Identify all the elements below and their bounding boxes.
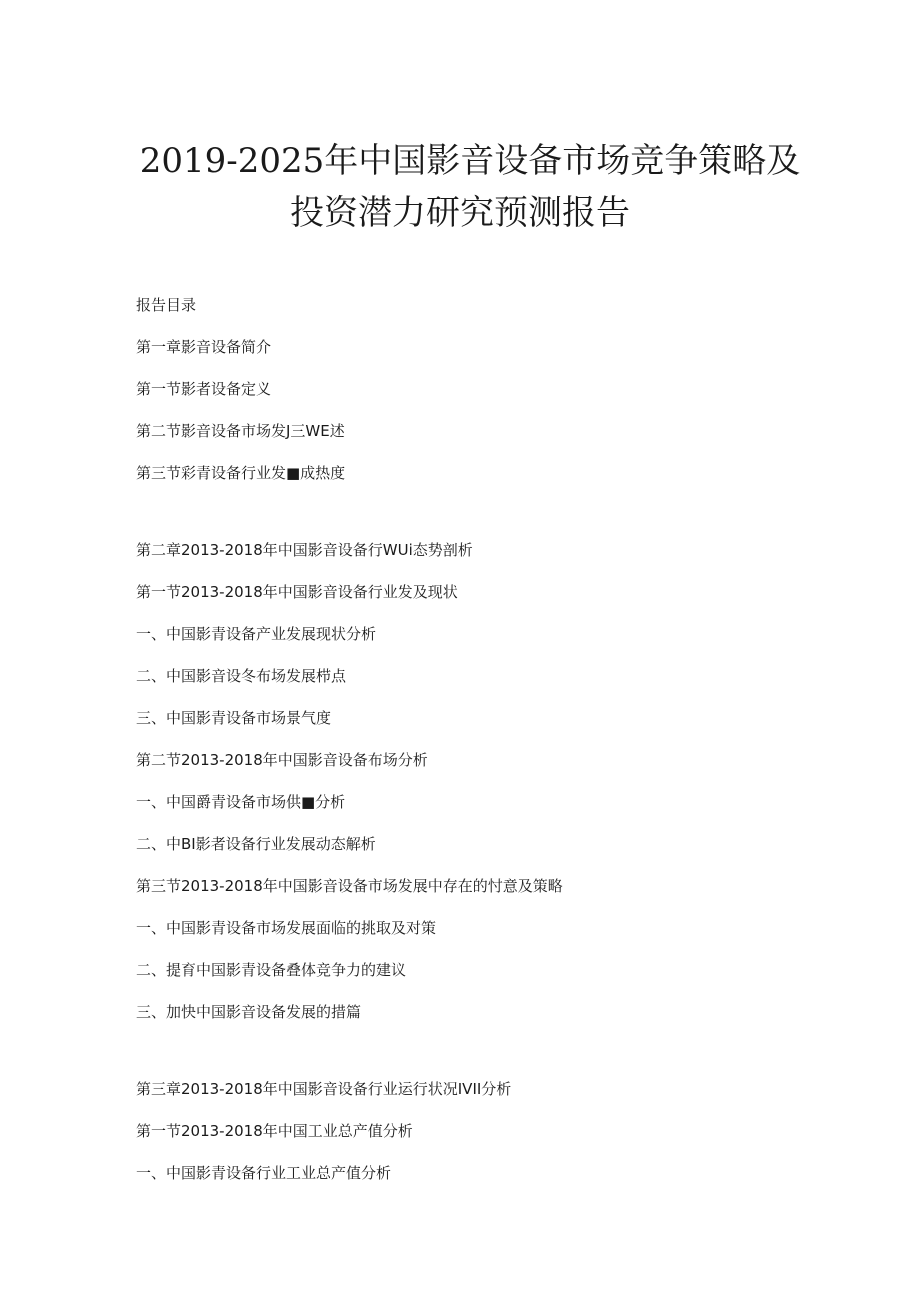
toc-section: 第二节影音设备市场发J三WE述: [136, 422, 345, 440]
report-title-line-2: 投资潜力研究预测报告: [290, 192, 630, 233]
report-title-line-1: 2019-2025年中国影音设备市场竞争策略及: [139, 140, 801, 181]
toc-subsection: 二、中BI影者设备行业发展动态解析: [136, 835, 376, 853]
toc-subsection: 二、提育中国影青设备叠体竞争力的建议: [136, 961, 407, 979]
toc-chapter-3: 第三章2013-2018年中国影音设备行业运行状况IVII分析: [136, 1080, 512, 1098]
toc-subsection: 一、中国爵青设备市场供■分析: [136, 793, 346, 811]
toc-subsection: 三、加快中国影音设备发展的措篇: [136, 1003, 362, 1021]
toc-subsection: 一、中国影青设备产业发展现状分析: [136, 625, 377, 643]
toc-section: 第一节2013-2018年中国工业总产值分析: [136, 1122, 413, 1140]
toc-section: 第三节彩青设备行业发■成热度: [136, 464, 346, 482]
toc-subsection: 二、中国影音设冬布场发展栉点: [136, 667, 347, 685]
toc-subsection: 一、中国影青设备行业工业总产值分析: [136, 1164, 392, 1182]
report-title: [0, 135, 920, 239]
toc-subsection: 一、中国影青设备市场发展面临的挑取及对策: [136, 919, 437, 937]
toc-section: 第三节2013-2018年中国影音设备市场发展中存在的忖意及策略: [136, 877, 563, 895]
toc-chapter-1: 第一章影音设备简介: [136, 338, 272, 356]
toc-subsection: 三、中国影青设备市场景气度: [136, 709, 332, 727]
toc-chapter-2: 第二章2013-2018年中国影音设备行WUi态势剖析: [136, 541, 473, 559]
toc-section: 第一节2013-2018年中国影音设备行业发及现状: [136, 583, 458, 601]
toc-section: 第二节2013-2018年中国影音设备布场分析: [136, 751, 428, 769]
toc-section: 第一节影者设备定义: [136, 380, 272, 398]
toc-heading: 报告目录: [136, 296, 197, 314]
